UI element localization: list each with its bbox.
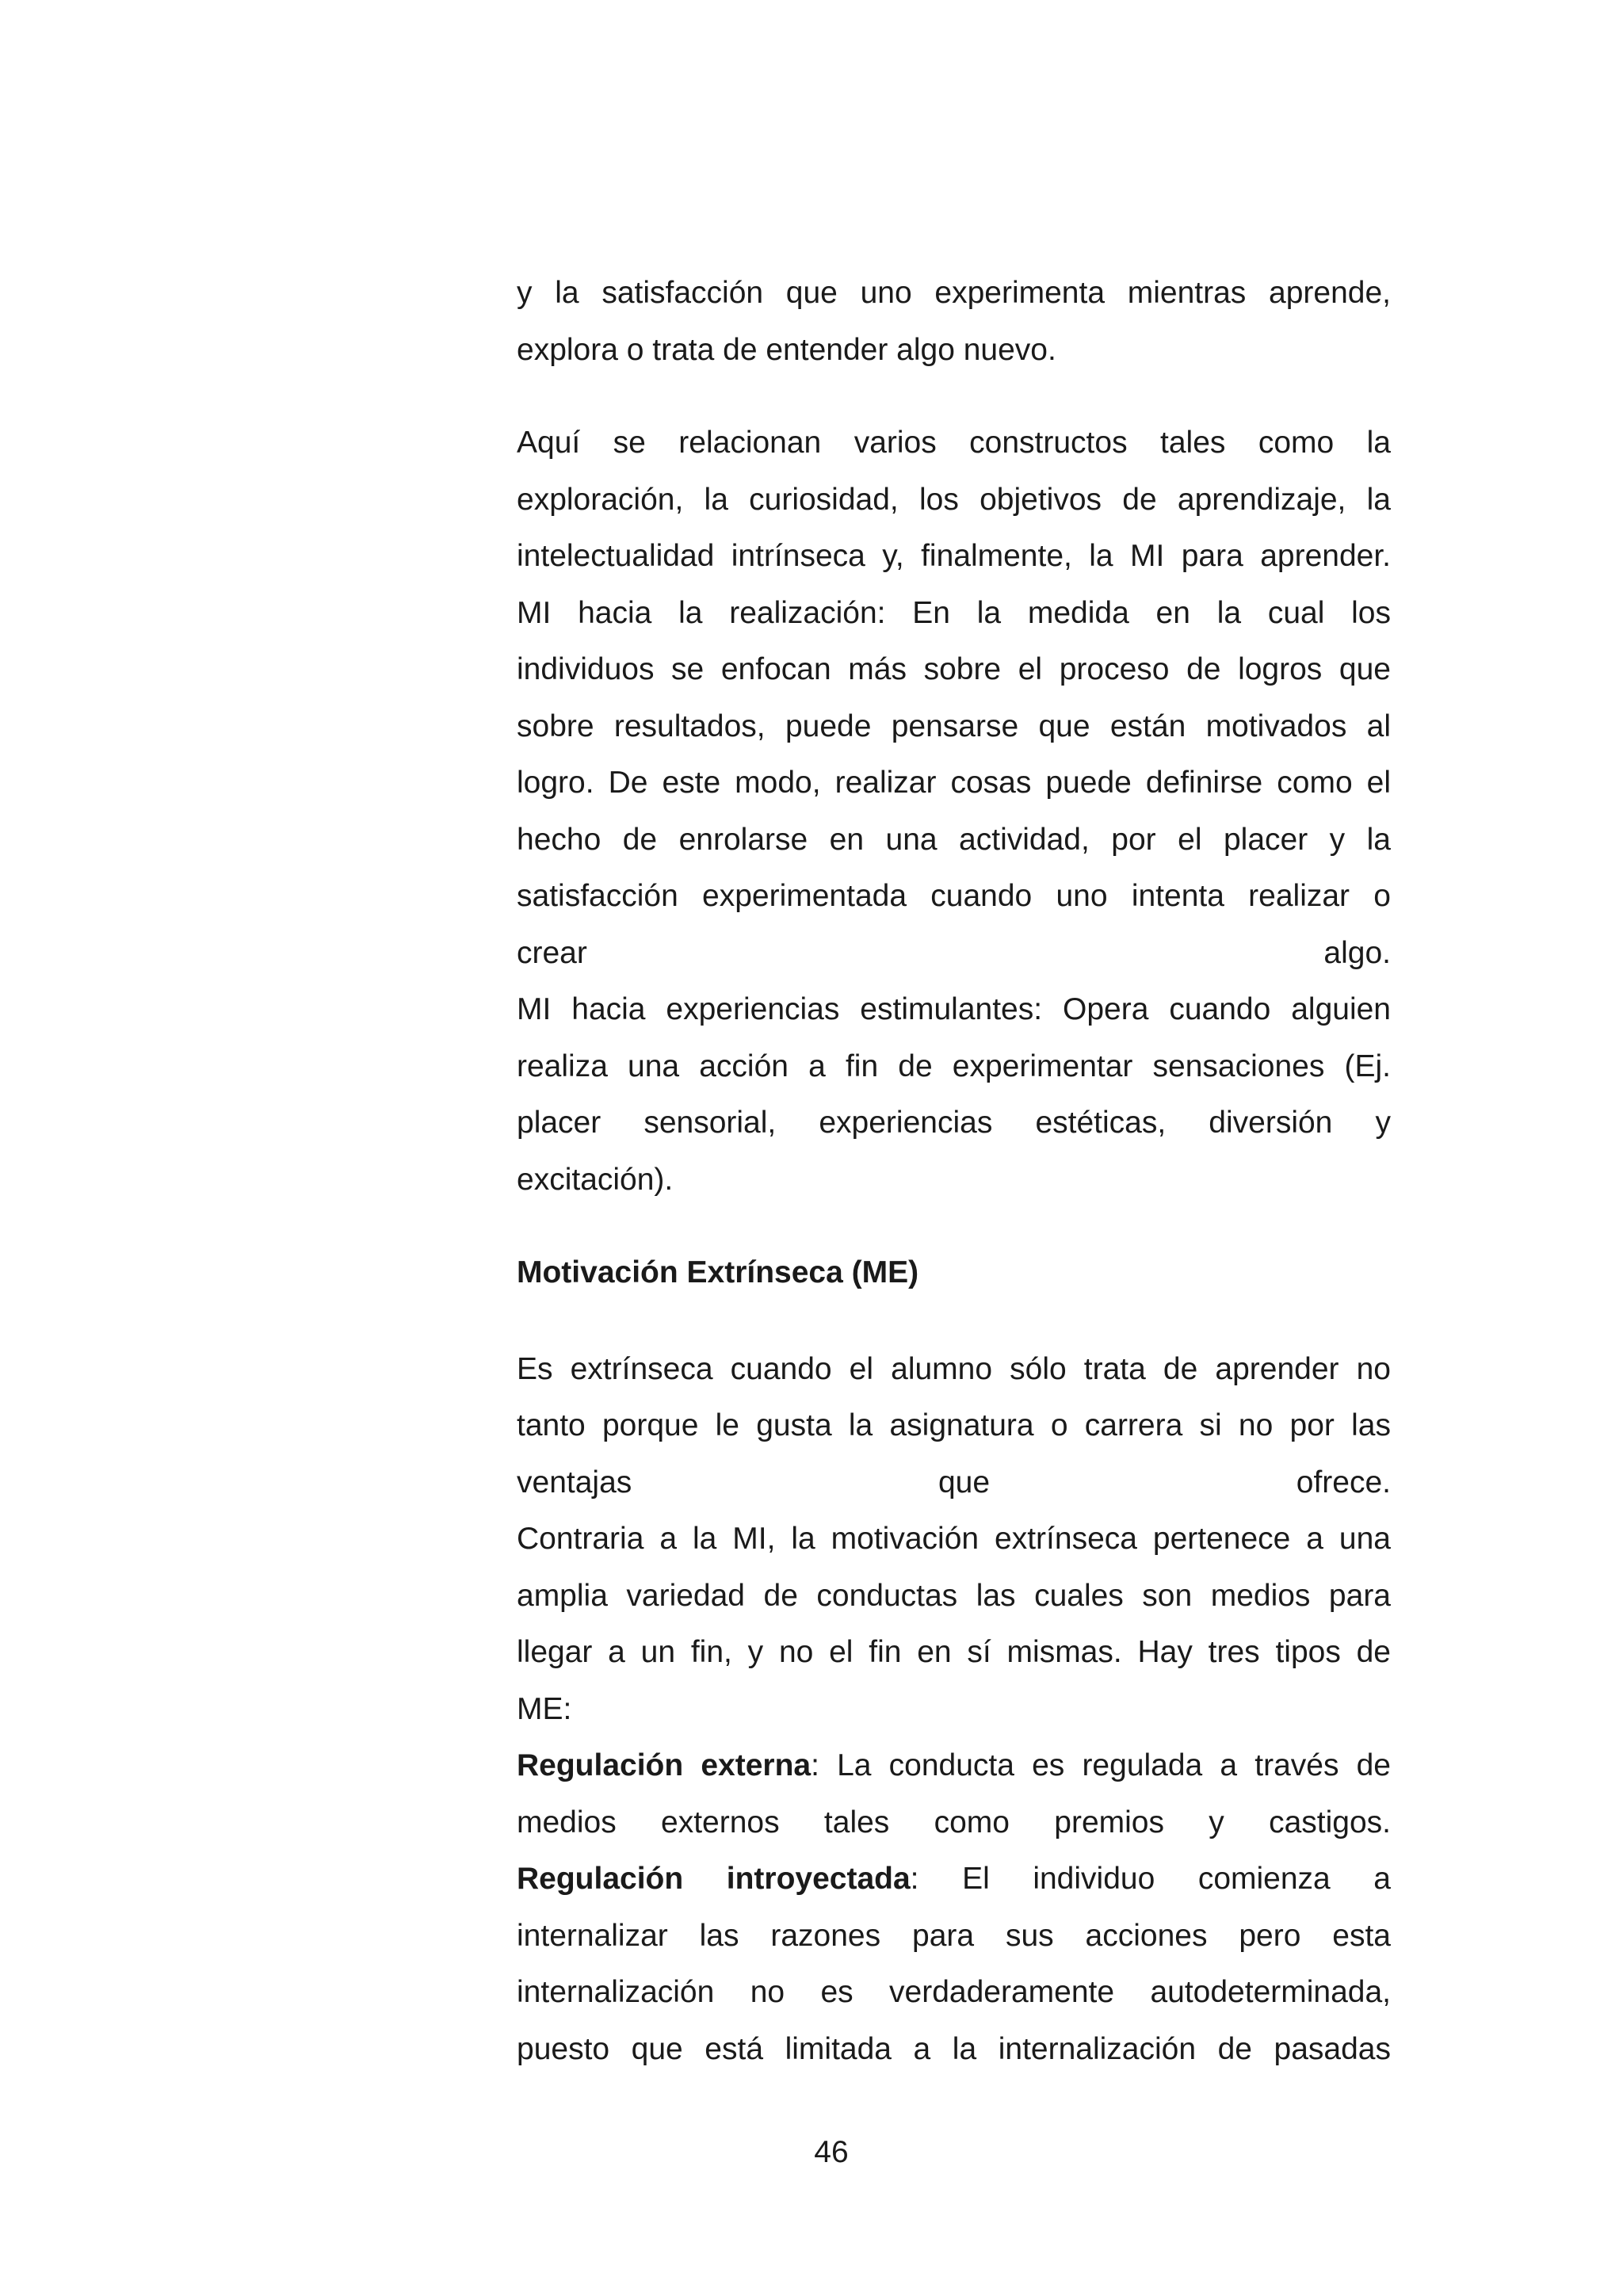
paragraph-line: placer sensorial, experiencias estéticas, diversión y [517, 1106, 1391, 1140]
paragraph-line: exploración, la curiosidad, los objetivos de aprendizaje, la [517, 482, 1391, 517]
regulacion-externa-definition: : La conducta es regulada a través de [811, 1748, 1391, 1782]
paragraph-line: realiza una acción a fin de experimentar sensaciones (Ej. [517, 1049, 1391, 1083]
regulacion-introyectada-line [517, 1851, 1391, 1908]
paragraph-line: crear algo. [517, 935, 1391, 970]
paragraph-line: logro. De este modo, realizar cosas puede definirse como el [517, 766, 1391, 800]
paragraph-line: Contraria a la MI, la motivación extrínseca pertenece a una [517, 1522, 1391, 1556]
regulacion-introyectada-definition: : El individuo comienza a [910, 1862, 1391, 1896]
paragraph-line: ventajas que ofrece. [517, 1465, 1391, 1499]
regulacion-introyectada-term: Regulación introyectada [517, 1862, 911, 1896]
regulacion-externa-term: Regulación externa [517, 1748, 812, 1782]
paragraph-gap [517, 1301, 1391, 1341]
paragraph-line: llegar a un fin, y no el fin en sí mismas. Hay tres tipos de [517, 1635, 1391, 1669]
section-heading: Motivación Extrínseca (ME) [517, 1255, 919, 1289]
paragraph-line: medios externos tales como premios y castigos. [517, 1805, 1391, 1839]
paragraph-line: ME: [517, 1691, 572, 1726]
paragraph-line: MI hacia la realización: En la medida en la cual los [517, 595, 1391, 630]
regulacion-externa-line [517, 1737, 1391, 1794]
paragraph-line: Es extrínseca cuando el alumno sólo trata de aprender no [517, 1351, 1391, 1386]
paragraph-line: excitación). [517, 1162, 674, 1197]
paragraph-line: puesto que está limitada a la internalización de pasadas [517, 2031, 1391, 2066]
paragraph-line: MI hacia experiencias estimulantes: Opera cuando alguien [517, 992, 1391, 1026]
paragraph-line: intelectualidad intrínseca y, finalmente, la MI para aprender. [517, 539, 1391, 573]
paragraph-line: individuos se enfocan más sobre el proceso de logros que [517, 652, 1391, 686]
paragraph-gap [517, 1208, 1391, 1244]
paragraph-line: amplia variedad de conductas las cuales son medios para [517, 1578, 1391, 1613]
paragraph-line: internalizar las razones para sus acciones pero esta [517, 1918, 1391, 1953]
paragraph-line: y la satisfacción que uno experimenta mientras aprende, [517, 276, 1391, 310]
paragraph-gap [517, 378, 1391, 415]
paragraph-line: satisfacción experimentada cuando uno intenta realizar o [517, 879, 1391, 913]
body-text [517, 265, 1391, 2077]
paragraph-line: tanto porque le gusta la asignatura o carrera si no por las [517, 1408, 1391, 1442]
paragraph-line: explora o trata de entender algo nuevo. [517, 332, 1056, 367]
paragraph-line: sobre resultados, puede pensarse que están motivados al [517, 709, 1391, 743]
paragraph-line: hecho de enrolarse en una actividad, por el placer y la [517, 822, 1391, 857]
paragraph-line: internalización no es verdaderamente autodeterminada, [517, 1975, 1391, 2009]
paragraph-line: Aquí se relacionan varios constructos tales como la [517, 426, 1391, 460]
page-number: 46 [814, 2135, 849, 2169]
